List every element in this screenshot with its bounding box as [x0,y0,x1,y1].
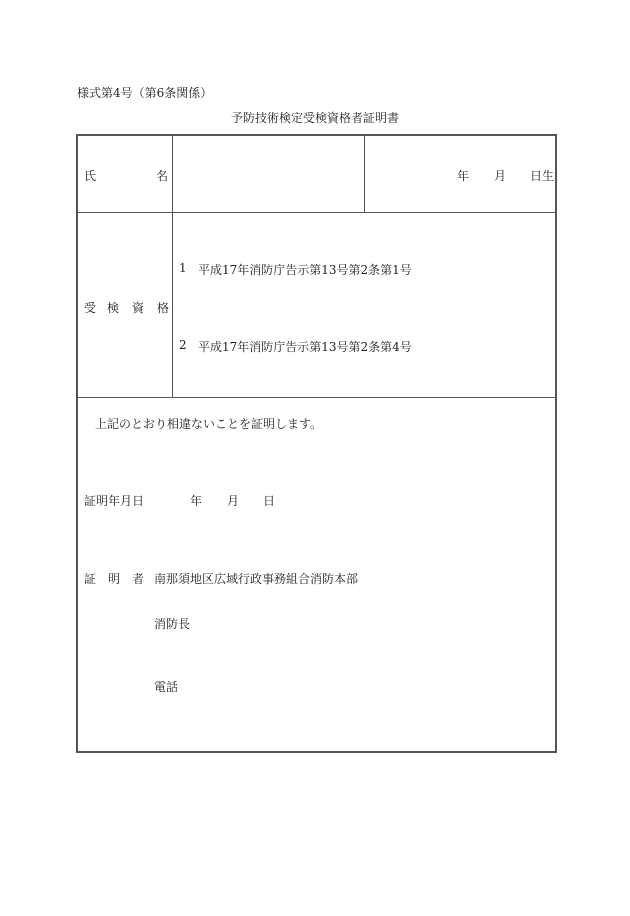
name-field[interactable] [174,136,363,212]
certifier-label-2: 明 [108,572,121,586]
certification-date-month: 月 [227,494,240,508]
name-label-left: 氏 [84,169,97,183]
qualification-label-2: 検 [107,301,120,315]
certifier-organization: 南那須地区広域行政事務組合消防本部 [154,572,359,586]
dob-month-label: 月 [494,169,507,183]
certifier-label-1: 証 [84,572,97,586]
fire-chief-label: 消防長 [154,617,191,631]
name-label-right: 名 [156,169,169,183]
document-title: 予防技術検定受検資格者証明書 [230,111,399,125]
divider [172,213,173,397]
qualification-item-1-number: 1 [179,261,187,275]
qualification-item-2-number: 2 [179,338,187,352]
qualification-label-1: 受 [84,301,97,315]
qualification-label-4: 格 [157,301,170,315]
divider [364,136,365,212]
phone-label: 電話 [154,680,179,694]
qualification-row [78,213,555,398]
certification-date-day: 日 [263,494,276,508]
divider [172,136,173,212]
name-row [78,136,555,213]
certificate-form [76,134,557,753]
certification-date-year: 年 [190,494,203,508]
certification-statement: 上記のとおり相違ないことを証明します。 [95,417,323,431]
qualification-label-3: 資 [132,301,145,315]
qualification-item-1[interactable]: 平成17年消防庁告示第13号第2条第1号 [198,263,412,277]
dob-year-label: 年 [457,169,470,183]
certifier-label-3: 者 [132,572,145,586]
form-number: 様式第4号（第6条関係） [77,86,213,100]
qualification-item-2[interactable]: 平成17年消防庁告示第13号第2条第4号 [198,340,412,354]
dob-day-label: 日生 [530,169,555,183]
certification-date-label: 証明年月日 [84,494,145,508]
